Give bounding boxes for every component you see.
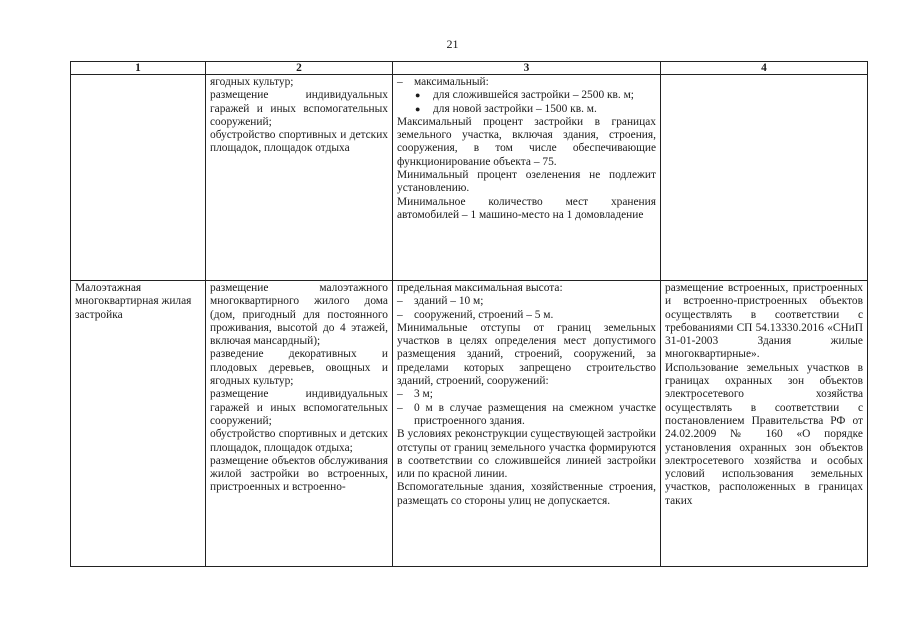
permitted-use-line: разведение декоративных и плодовых деревьев, овощных и ягодных культур; [210, 348, 388, 388]
permitted-use-cell [206, 281, 393, 567]
table-row [71, 75, 868, 281]
permitted-use-line: размещение индивидуальных гаражей и иных вспомогательных сооружений; [210, 388, 388, 427]
land-use-name-cell: Малоэтажная многоквартирная жилая застройка [71, 281, 206, 567]
bullet-icon: ● [415, 90, 421, 101]
column-header: 4 [661, 62, 868, 75]
parameter-paragraph: В условиях реконструкции существующей застройки отступы от границ земельного участка формируются в соответствии со сложившейся линией застройки или по красной линии. [397, 428, 656, 481]
regulations-table [70, 61, 868, 567]
parameter-paragraph: Вспомогательные здания, хозяйственные строения, размещать со стороны улиц не допускается. [397, 481, 656, 507]
bullet-icon: ● [415, 103, 421, 114]
column-header: 1 [71, 62, 206, 75]
notes-paragraph: размещение встроенных, пристроенных и встроенно-пристроенных объектов осуществлять в соответствии с требованиями СП 54.13330.2016 «СНиП 31-01-2003 Здания жилые многоквартирные». [665, 282, 863, 361]
parameters-cell [393, 75, 661, 281]
parameter-paragraph: Минимальные отступы от границ земельных участков в целях определения мест допустимого размещения зданий, строений, сооружений, за пределами которых запрещено строительство зданий, строений, сооружений: [397, 321, 656, 388]
dash-marker-icon: – [397, 401, 403, 414]
permitted-use-line: обустройство спортивных и детских площадок, площадок отдыха [210, 129, 388, 155]
dash-marker-icon: – [397, 295, 403, 308]
column-header: 2 [206, 62, 393, 75]
parameters-cell [393, 281, 661, 567]
parameter-paragraph: Минимальное количество мест хранения автомобилей – 1 машино-место на 1 домовладение [397, 195, 656, 221]
permitted-use-line: обустройство спортивных и детских площадок, площадок отдыха; [210, 428, 388, 454]
land-use-name-cell [71, 75, 206, 281]
permitted-use-cell [206, 75, 393, 281]
dash-marker-icon: – [397, 308, 403, 321]
parameter-paragraph: предельная максимальная высота: [397, 282, 563, 294]
notes-cell [661, 281, 868, 567]
notes-paragraph: Использование земельных участков в границах охранных зон объектов электросетевого хозяйства осуществлять в соответствии с постановлением Правительства РФ от 24.02.2009 № 160 «О порядке установления охранных зон объектов электросетевого хозяйства и особых условий использования земельных участков, расположенных в границах таких [665, 361, 863, 507]
dash-marker-icon: – [397, 388, 403, 401]
parameter-paragraph: Минимальный процент озеленения не подлежит установлению. [397, 169, 656, 195]
permitted-use-line: ягодных культур; [210, 76, 294, 88]
table-row [71, 281, 868, 567]
column-header: 3 [393, 62, 661, 75]
header-row [71, 62, 868, 75]
page-number: 21 [446, 37, 459, 51]
dash-list-item: – максимальный: [397, 76, 489, 88]
permitted-use-line: размещение объектов обслуживания жилой застройки во встроенных, пристроенных и встроенно- [210, 454, 388, 494]
bullet-list-item: ● для новой застройки – 1500 кв. м. [415, 102, 597, 115]
notes-cell [661, 75, 868, 281]
dash-list-item: – зданий – 10 м; [397, 295, 484, 308]
permitted-use-line: размещение индивидуальных гаражей и иных вспомогательных сооружений; [210, 89, 388, 128]
bullet-list-item: ● для сложившейся застройки – 2500 кв. м; [415, 89, 634, 102]
dash-list-item: – 3 м; [397, 388, 433, 401]
permitted-use-line: размещение малоэтажного многоквартирного жилого дома (дом, пригодный для постоянного проживания, высотой до 4 этажей, включая мансардный); [210, 282, 388, 348]
dash-marker-icon: – [397, 76, 403, 88]
parameter-paragraph: Максимальный процент застройки в границах земельного участка, включая здания, строения, сооружения, в том числе обеспечивающие функционирование объекта – 75. [397, 115, 656, 168]
dash-list-item: – 0 м в случае размещения на смежном участке пристроенного здания. [397, 401, 656, 427]
dash-list-item: – сооружений, строений – 5 м. [397, 308, 554, 321]
